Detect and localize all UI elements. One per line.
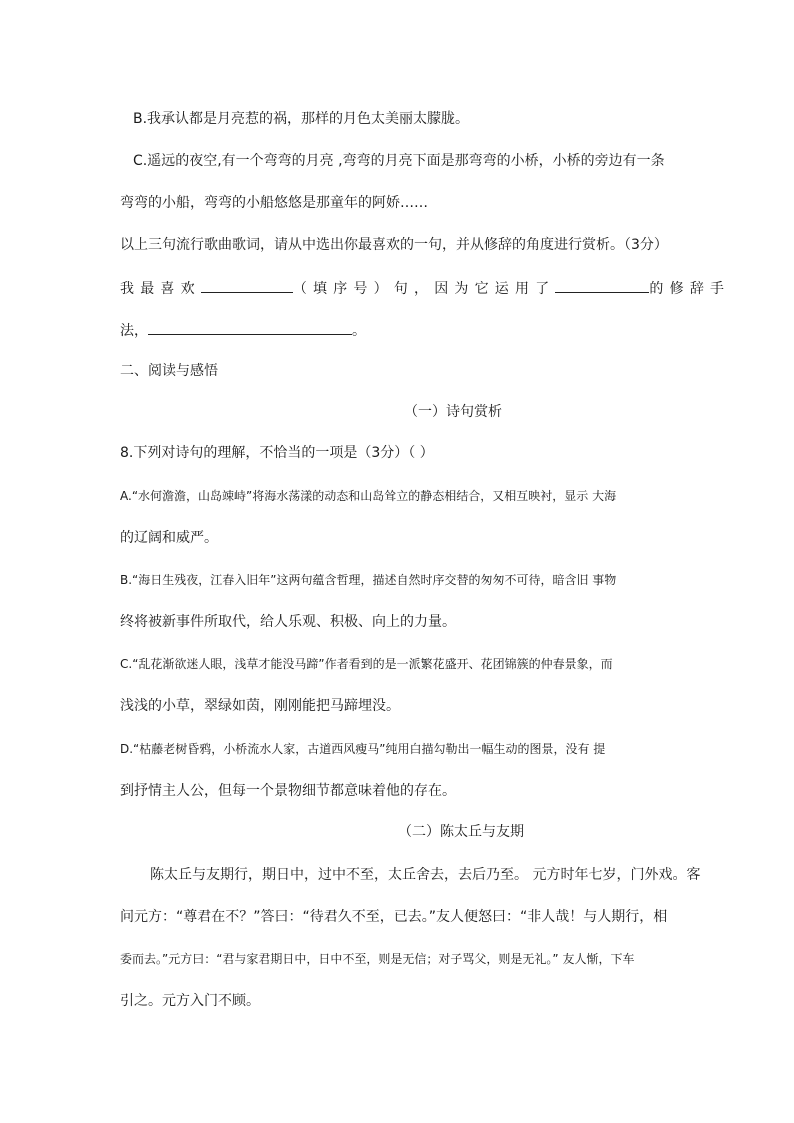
fill-text-end: 。	[352, 323, 366, 339]
q8-option-c-line1: C.“乱花渐欲迷人眼，浅草才能没马蹄”作者看到的是一派繁花盛开、花团锦簇的仲春景象，而	[120, 657, 613, 671]
answer-blank-analysis[interactable]	[148, 320, 352, 335]
fill-text-b: （填序号）句，因为它运用了	[292, 281, 556, 297]
fill-text-c: 的修辞手	[649, 281, 731, 297]
passage-line1: 陈太丘与友期行，期日中，过中不至，太丘舍去，去后乃至。 元方时年七岁，门外戏。客	[150, 867, 701, 883]
section-heading: 二、阅读与感悟	[120, 363, 218, 379]
answer-blank-number[interactable]	[201, 278, 293, 293]
q8-option-b-line2: 终将被新事件所取代，给人乐观、积极、向上的力量。	[120, 614, 456, 630]
option-c-lyric-line2: 弯弯的小船，弯弯的小船悠悠是那童年的阿娇……	[120, 195, 428, 211]
q8-option-b-line1: B.“海日生残夜，江春入旧年”这两句蕴含哲理，描述自然时序交替的匆匆不可待，暗含旧 事物	[120, 573, 617, 587]
option-c-lyric-line1: C.遥远的夜空,有一个弯弯的月亮 ,弯弯的月亮下面是那弯弯的小桥，小桥的旁边有一条	[133, 153, 665, 169]
q8-option-a-line2: 的辽阔和威严。	[120, 530, 218, 546]
q8-option-a-line1: A.“水何澹澹，山岛竦峙”将海水荡漾的动态和山岛耸立的静态相结合，又相互映衬，显示 大海	[120, 489, 617, 503]
passage-line4: 引之。元方入门不顾。	[120, 993, 260, 1009]
option-b-lyric: B.我承认都是月亮惹的祸，那样的月色太美丽太朦胧。	[133, 111, 470, 127]
answer-blank-rhetoric[interactable]	[555, 278, 649, 293]
fill-in-line1	[120, 278, 730, 298]
question-8-stem: 8.下列对诗句的理解，不恰当的一项是（3分）（ ）	[120, 445, 434, 461]
fill-text-a: 我最喜欢	[120, 281, 201, 297]
subsection-heading-passage: （二）陈太丘与友期	[398, 824, 524, 840]
passage-line3-text: 委而去。”元方曰：“君与家君期日中，日中不至，则是无信；对子骂父，则是无礼。” 友人惭，下车	[120, 952, 635, 966]
q8-option-d-line1: D.“枯藤老树昏鸦，小桥流水人家，古道西风瘦马”纯用白描勾勒出一幅生动的图景，没有 提	[120, 742, 606, 756]
subsection-heading-poetry: （一）诗句赏析	[404, 404, 502, 420]
fill-text-d: 法，	[120, 323, 148, 339]
passage-line2: 问元方：“尊君在不？”答曰：“待君久不至，已去。”友人便怒曰：“非人哉！与人期行，相	[120, 909, 668, 925]
q8-option-d-line2: 到抒情主人公，但每一个景物细节都意味着他的存在。	[120, 783, 456, 799]
q8-option-c-line2: 浅浅的小草，翠绿如茵，刚刚能把马蹄埋没。	[120, 698, 400, 714]
fill-in-line2	[120, 320, 366, 340]
question-prompt: 以上三句流行歌曲歌词，请从中选出你最喜欢的一句，并从修辞的角度进行赏析。（3分）	[120, 237, 668, 253]
passage-line3	[120, 950, 634, 968]
